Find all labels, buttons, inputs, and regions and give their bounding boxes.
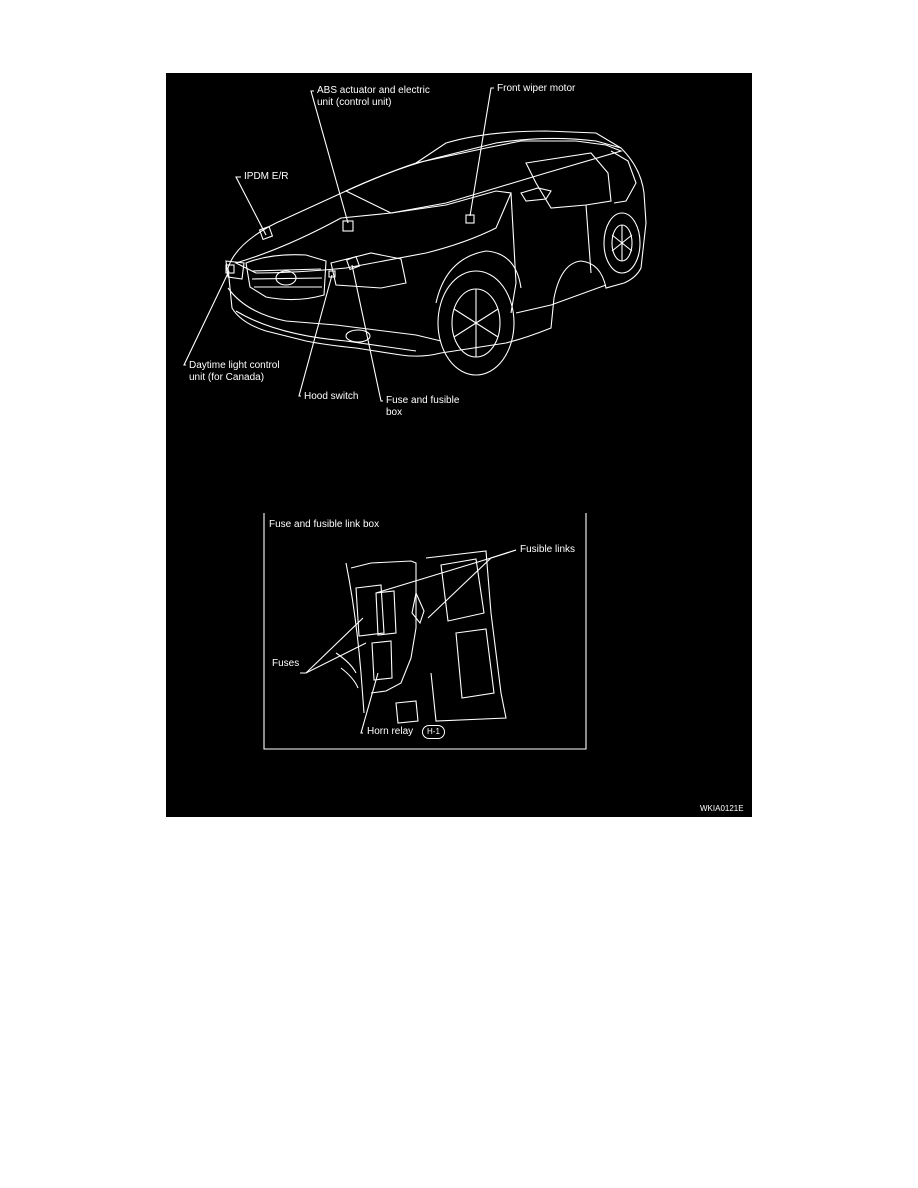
- leader-wiper: [470, 88, 494, 216]
- hood-switch-label: Hood switch: [304, 391, 359, 402]
- front-bumper: [228, 288, 441, 341]
- daytime-label-line2: unit (for Canada): [189, 372, 265, 383]
- abs-label-line2: unit (control unit): [317, 97, 392, 108]
- side-mirror: [521, 188, 551, 201]
- horn-relay-label: Horn relay: [367, 726, 414, 737]
- wiper-label: Front wiper motor: [497, 83, 576, 94]
- hood: [236, 191, 511, 273]
- leader-daytime: [184, 271, 229, 365]
- side-sill: [516, 285, 606, 313]
- leader-abs: [311, 91, 348, 223]
- door-line-front: [511, 193, 516, 313]
- daytime-label-line1: Daytime light control: [189, 360, 280, 371]
- leader-ipdm: [236, 177, 266, 235]
- inset-title: Fuse and fusible link box: [269, 519, 380, 530]
- fuses-label: Fuses: [272, 658, 300, 669]
- fusible-links-label: Fusible links: [520, 544, 576, 555]
- leader-fuse-box: [352, 265, 383, 401]
- car-line-drawing: [166, 73, 752, 817]
- abs-label-line1: ABS actuator and electric: [317, 85, 430, 96]
- wiper-motor-marker: [466, 215, 474, 223]
- leader-fuses-1: [300, 618, 363, 673]
- rear-window: [611, 151, 636, 203]
- windshield: [346, 141, 621, 213]
- ipdm-label: IPDM E/R: [244, 171, 289, 182]
- component-location-diagram: [166, 73, 752, 817]
- figure-id: WKIA0121E: [700, 804, 744, 813]
- roof-line: [416, 131, 621, 163]
- grille: [246, 255, 326, 300]
- headlight-right: [331, 253, 406, 288]
- fuse-box-label-line1: Fuse and fusible: [386, 395, 460, 406]
- fuse-box-label-line2: box: [386, 407, 403, 418]
- car-body-outline: [228, 138, 646, 356]
- horn-relay-code-badge: H-1: [422, 725, 445, 739]
